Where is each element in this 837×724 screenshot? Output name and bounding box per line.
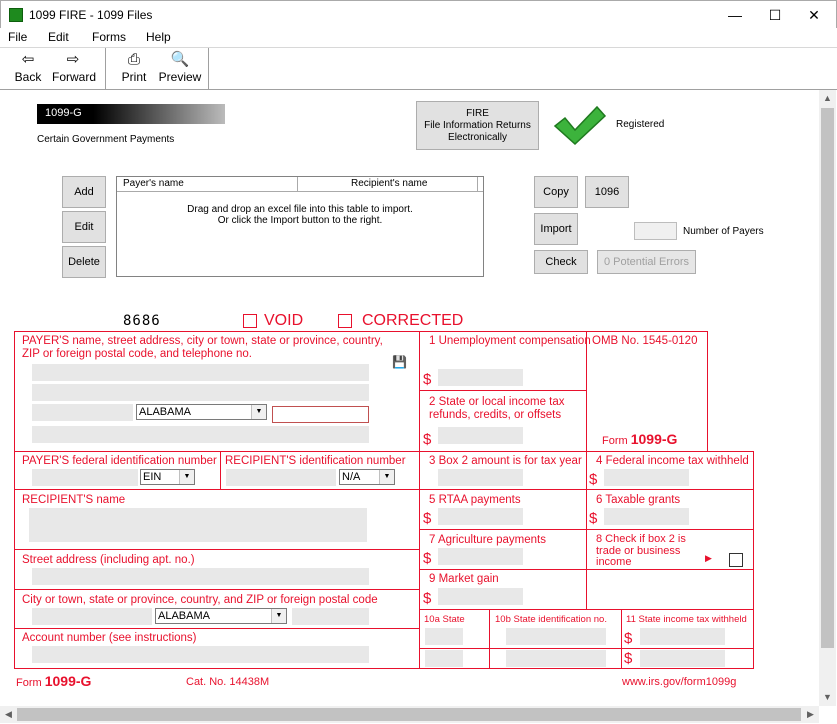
arrow-right-icon: ▶ — [705, 553, 712, 563]
box4-field[interactable] — [604, 469, 689, 486]
copy-button[interactable]: Copy — [534, 176, 578, 208]
city-field[interactable] — [32, 608, 152, 625]
box10a-field-2[interactable] — [425, 650, 463, 667]
box6-dollar: $ — [589, 510, 598, 527]
payer-state-select[interactable] — [136, 404, 267, 420]
check-button[interactable]: Check — [534, 250, 588, 274]
box3-field[interactable] — [438, 469, 523, 486]
box1-dollar: $ — [423, 371, 432, 388]
back-label: Back — [14, 70, 42, 84]
form-code: 8686 — [123, 313, 161, 329]
divider — [419, 331, 420, 669]
menu-forms[interactable]: Forms — [92, 30, 126, 44]
void-checkbox[interactable] — [243, 314, 257, 328]
column-payer-name[interactable]: Payer's name — [123, 178, 184, 189]
box10b-field-2[interactable] — [506, 650, 606, 667]
box10b-field-1[interactable] — [506, 628, 606, 645]
hint-line-1: Drag and drop an excel file into this table to import. — [187, 204, 413, 215]
city-label: City or town, state or province, country, and ZIP or foreign postal code — [22, 594, 378, 606]
chevron-down-icon: ▼ — [379, 470, 394, 484]
box1-label: 1 Unemployment compensation — [429, 335, 591, 347]
corrected-label: CORRECTED — [362, 312, 464, 329]
menu-edit[interactable]: Edit — [48, 30, 69, 44]
divider — [419, 529, 754, 530]
divider — [489, 609, 490, 669]
maximize-icon[interactable]: ☐ — [768, 7, 782, 23]
hint-line-2: Or click the Import button to the right. — [217, 215, 383, 226]
column-divider — [477, 177, 478, 192]
column-divider — [297, 177, 298, 192]
box7-field[interactable] — [438, 548, 523, 565]
vertical-scroll-thumb[interactable] — [821, 108, 834, 648]
scroll-down-icon[interactable]: ▼ — [823, 692, 832, 702]
street-label: Street address (including apt. no.) — [22, 554, 195, 566]
delete-button[interactable]: Delete — [62, 246, 106, 278]
payer-name-field[interactable] — [32, 364, 369, 381]
scroll-left-icon[interactable]: ◀ — [5, 709, 12, 719]
divider — [586, 331, 587, 609]
box10a-label: 10a State — [424, 614, 465, 625]
box5-field[interactable] — [438, 508, 523, 525]
table-empty-hint — [117, 204, 483, 226]
toolbar — [0, 48, 837, 90]
zip-field[interactable] — [292, 608, 369, 625]
recipient-name-label: RECIPIENT'S name — [22, 494, 126, 506]
close-icon[interactable]: ✕ — [808, 7, 820, 23]
footer-form-prefix: Form — [16, 677, 42, 689]
footer-form-number: 1099-G — [44, 673, 92, 689]
app-icon — [9, 8, 23, 22]
box7-label: 7 Agriculture payments — [429, 534, 546, 546]
divider — [14, 628, 420, 629]
box10a-field-1[interactable] — [425, 628, 463, 645]
box11-dollar-2: $ — [624, 650, 633, 667]
box7-dollar: $ — [423, 550, 432, 567]
form-prefix: Form — [602, 435, 628, 447]
footer-form — [16, 673, 91, 689]
box11-label: 11 State income tax withheld — [626, 614, 747, 625]
number-of-payers-label: Number of Payers — [683, 226, 764, 237]
recipient-state-select[interactable] — [155, 608, 287, 624]
box8-checkbox[interactable] — [729, 553, 743, 567]
box2-dollar: $ — [423, 431, 432, 448]
divider — [621, 609, 622, 669]
recipient-id-type-value: N/A — [342, 471, 361, 483]
payer-state-value: ALABAMA — [139, 406, 191, 418]
menu-bar — [0, 28, 837, 48]
recipient-state-value: ALABAMA — [158, 610, 210, 622]
forward-button[interactable] — [52, 50, 97, 88]
recipient-id-type-select[interactable] — [339, 469, 395, 485]
minimize-icon[interactable]: — — [728, 7, 742, 23]
preview-button[interactable] — [158, 50, 202, 88]
box8-label: 8 Check if box 2 is trade or business income — [596, 533, 686, 568]
save-icon[interactable]: 💾 — [392, 355, 407, 369]
fire-label-line3: Electronically — [448, 131, 507, 143]
payer-fed-id-field[interactable] — [32, 469, 138, 486]
forward-arrow-icon: ⇨ — [66, 51, 80, 68]
back-arrow-icon: ⇦ — [21, 51, 35, 68]
fire-label-line2: File Information Returns — [424, 119, 531, 131]
table-header — [117, 177, 483, 192]
payer-id-type-select[interactable] — [140, 469, 195, 485]
box5-dollar: $ — [423, 510, 432, 527]
chevron-down-icon: ▼ — [179, 470, 194, 484]
account-field[interactable] — [32, 646, 369, 663]
box10b-label: 10b State identification no. — [495, 614, 607, 625]
void-label: VOID — [264, 312, 304, 329]
box5-label: 5 RTAA payments — [429, 494, 521, 506]
print-button[interactable] — [118, 50, 150, 88]
column-recipient-name[interactable]: Recipient's name — [351, 178, 428, 189]
window-title: 1099 FIRE - 1099 Files — [29, 8, 153, 22]
fire-label: FIRE — [466, 107, 489, 119]
box6-label: 6 Taxable grants — [596, 494, 681, 506]
form-1096-button[interactable]: 1096 — [585, 176, 629, 208]
street-field[interactable] — [32, 568, 369, 585]
irs-url: www.irs.gov/form1099g — [622, 676, 737, 688]
divider — [14, 549, 420, 550]
horizontal-scroll-thumb[interactable] — [17, 708, 801, 721]
menu-help[interactable]: Help — [146, 30, 171, 44]
divider — [220, 451, 221, 489]
payer-name-label: PAYER'S name, street address, city or town, state or province, country, ZIP or foreign postal code, and telephone no. — [22, 335, 383, 360]
box11-field-2[interactable] — [640, 650, 725, 667]
menu-file[interactable]: File — [8, 30, 28, 44]
box6-field[interactable] — [604, 508, 689, 525]
divider — [419, 569, 754, 570]
payer-city-field[interactable] — [32, 404, 133, 421]
box11-field-1[interactable] — [640, 628, 725, 645]
payer-fed-id-label: PAYER'S federal identification number — [22, 455, 217, 467]
recipient-name-field[interactable] — [29, 508, 367, 542]
number-of-payers-field — [634, 222, 677, 240]
toolbar-separator — [208, 48, 209, 90]
potential-errors-button: 0 Potential Errors — [597, 250, 696, 274]
print-label: Print — [121, 70, 147, 84]
forward-label: Forward — [52, 70, 97, 84]
fire-button[interactable] — [416, 101, 539, 150]
divider — [419, 609, 754, 610]
payer-phone-field[interactable] — [32, 426, 369, 443]
account-label: Account number (see instructions) — [22, 632, 197, 644]
scroll-right-icon[interactable]: ▶ — [807, 709, 814, 719]
add-button[interactable]: Add — [62, 176, 106, 208]
payer-address-field[interactable] — [32, 384, 369, 401]
recipient-id-label: RECIPIENT'S identification number — [225, 455, 406, 467]
cat-number: Cat. No. 14438M — [186, 676, 270, 688]
box4-dollar: $ — [589, 471, 598, 488]
preview-icon: 🔍 — [170, 51, 190, 68]
payer-id-type-value: EIN — [143, 471, 162, 483]
toolbar-separator — [105, 48, 106, 90]
preview-label: Preview — [158, 70, 202, 84]
divider — [14, 589, 420, 590]
chevron-down-icon: ▼ — [251, 405, 266, 419]
omb-number: OMB No. 1545-0120 — [592, 335, 698, 347]
box9-dollar: $ — [423, 590, 432, 607]
chevron-down-icon: ▼ — [271, 609, 286, 623]
registered-status: Registered — [616, 119, 665, 130]
edit-button[interactable]: Edit — [62, 211, 106, 243]
form-number: 1099-G — [630, 431, 678, 447]
form-id-label — [602, 431, 677, 447]
checkmark-icon — [553, 104, 607, 146]
title-bar — [0, 0, 837, 28]
divider — [419, 648, 754, 649]
import-button[interactable]: Import — [534, 213, 578, 245]
form-subtitle: Certain Government Payments — [37, 134, 175, 145]
recipient-id-field[interactable] — [226, 469, 336, 486]
box9-label: 9 Market gain — [429, 573, 499, 585]
scroll-up-icon[interactable]: ▲ — [823, 93, 832, 103]
box4-label: 4 Federal income tax withheld — [596, 455, 749, 467]
payer-recipient-table[interactable] — [116, 176, 484, 277]
divider — [419, 390, 587, 391]
divider — [14, 489, 754, 490]
printer-icon: ⎙ — [127, 51, 140, 68]
box2-field[interactable] — [438, 427, 523, 444]
form-type-badge: 1099-G — [37, 104, 225, 124]
box11-dollar-1: $ — [624, 630, 633, 647]
box2-label: 2 State or local income tax refunds, credits, or offsets — [429, 396, 565, 421]
box9-field[interactable] — [438, 588, 523, 605]
corrected-checkbox[interactable] — [338, 314, 352, 328]
payer-zip-field[interactable] — [272, 406, 369, 423]
box3-label: 3 Box 2 amount is for tax year — [429, 455, 582, 467]
back-button[interactable] — [10, 50, 46, 88]
box1-field[interactable] — [438, 369, 523, 386]
